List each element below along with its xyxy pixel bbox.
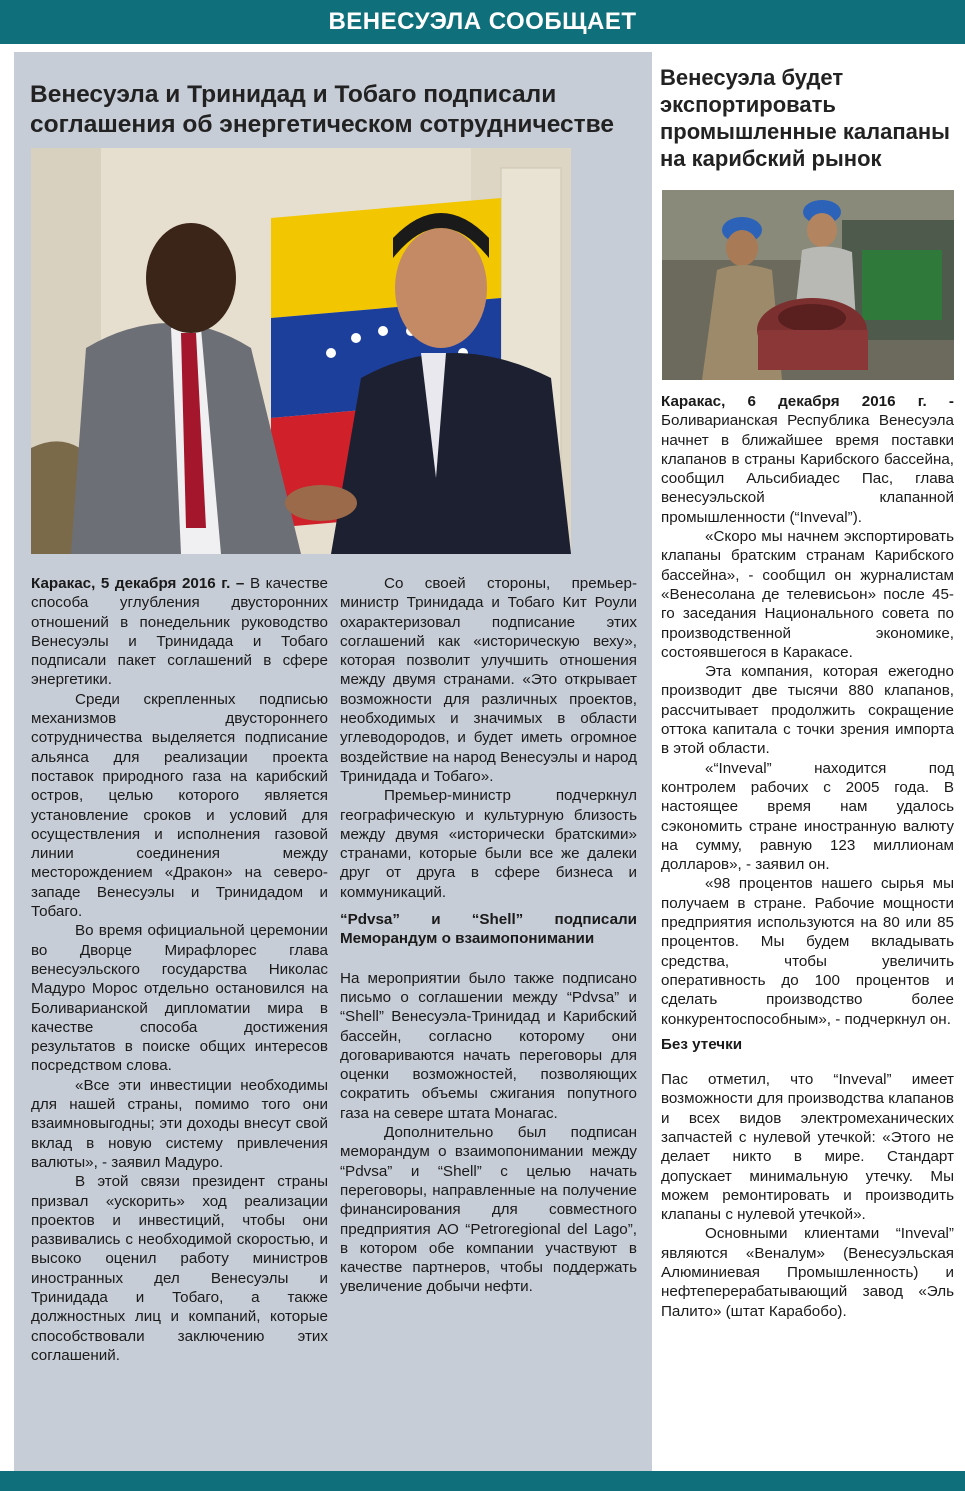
side-article-headline: Венесуэла будет экспортировать промышленные калапаны на карибский рынок	[660, 65, 950, 171]
main-article-column-1	[31, 574, 328, 1365]
paragraph: Пас отметил, что “Inveval” имеет возможности для производства клапанов и всех видов электромеханических запчастей с нулевой утечкой: «Этого не делает никто в мире. Стандарт допускает минимальную утечку. Мы можем ремонтировать и производить клапаны с нулевой утечкой».	[661, 1071, 954, 1224]
paragraph: Основными клиентами “Inveval” являются «Веналум» (Венесуэльская Алюминиевая Промышленность) и нефтеперерабатывающий завод «Эль Палито» (штат Карабобо).	[661, 1225, 954, 1320]
paragraph: Премьер-министр подчеркнул географическую и культурную близость между двумя «исторически братскими» странами, которые были все же далеки друг от друга в сфере бизнеса и коммуникаций.	[340, 787, 637, 901]
paragraph: Среди скрепленных подписью механизмов двустороннего сотрудничества выделяется подписание альянса для реализации проекта поставок природного газа на карибский остров, целью которого является установление сроков и условий для осуществления и исполнения газовой линии соединения между месторождением «Дракон» на северо-западе Венесуэлы и Тринидадом и Тобаго.	[31, 690, 328, 921]
side-article-subheading: Без утечки	[661, 1035, 743, 1053]
paragraph: В этой связи президент страны призвал «ускорить» ход реализации проектов и инвестиций, чтобы они развивались с необходимой скоростью, и высоко оценил работу министров иностранных дел Венесуэлы и Тринидада и Тобаго, а также должностных лиц и компаний, которые способствовали заключению этих соглашений.	[31, 1173, 328, 1364]
paragraph: Со своей стороны, премьер-министр Тринидада и Тобаго Кит Роули охарактеризовал подписание этих соглашений как «историческую веху», которая позволит улучшить отношения между двумя странами. «Это открывает возможности для различных проектов, необходимых и значимых в области углеводородов, и будет иметь огромное воздействие на народ Венесуэлы и народ Тринидада и Тобаго».	[340, 575, 637, 785]
paragraph: В качестве способа углубления двусторонних отношений в понедельник руководство Венесуэлы и Тринидада и Тобаго подписали пакет соглашений в сфере энергетики.	[31, 575, 328, 689]
footer-bar	[0, 1471, 965, 1491]
paragraph: «“Inveval” находится под контролем рабочих с 2005 года. В настоящее время нам удалось сэкономить стране иностранную валюту на сумму, равную 123 миллионам долларов», - заявил он.	[661, 759, 954, 874]
section-title: ВЕНЕСУЭЛА СООБЩАЕТ	[328, 8, 637, 35]
factory-photo	[662, 190, 954, 380]
paragraph: «Все эти инвестиции необходимы для нашей страны, помимо того они взаимновыгодны; эти доходы внесут свой вклад в новую систему привлечения валюты», - заявил Мадуро.	[31, 1076, 328, 1171]
main-article-headline: Венесуэла и Тринидад и Тобаго подписали соглашения об энергетическом сотрудничестве	[30, 81, 615, 138]
paragraph: Эта компания, которая ежегодно производит две тысячи 880 клапанов, рассчитывает продолжить сокращение оттока капитала с точки зрения импорта в этой области.	[661, 663, 954, 758]
paragraph: «Скоро мы начнем экспортировать клапаны братским странам Карибского бассейна», - сообщил он журналистам «Венесолана де телевисьон» после 45-го заседания Национального совета по производственной экономике, состоявшегося в Каракасе.	[661, 528, 954, 661]
paragraph: «98 процентов нашего сырья мы получаем в стране. Рабочие мощности предприятия используются на 80 или 85 процентов. Мы будем вкладывать средства, чтобы увеличить оперативность до 100 процентов и сделать производство более конкурентоспособным», - подчеркнул он.	[661, 875, 954, 1028]
main-article-dateline: Каракас, 5 декабря 2016 г. –	[31, 575, 245, 592]
main-article-column-2	[340, 574, 637, 1297]
paragraph: Дополнительно был подписан меморандум о взаимопонимании между “Pdvsa” и “Shell” с целью начать переговоры, направленные на получение финансирования для совместного предприятия АО “Petroregional del Lago”, в котором обе компании участвуют в качестве партнеров, чтобы поддержать увеличение добычи нефти.	[340, 1124, 637, 1296]
main-article-subheading: “Pdvsa” и “Shell” подписали Меморандум о взаимопонимании	[340, 911, 637, 948]
handshake-photo	[31, 148, 571, 554]
side-article-column	[661, 392, 954, 1321]
side-article-dateline: Каракас, 6 декабря 2016 г. -	[661, 393, 954, 410]
paragraph: Боливарианская Республика Венесуэла начнет в ближайшее время поставки клапанов в страны Карибского бассейна, сообщил Альсибиадес Пас, глава венесуэльской клапанной промышленности (“Inveval”).	[661, 412, 954, 526]
paragraph: На мероприятии было также подписано письмо о соглашении между “Pdvsa” и “Shell” Венесуэла-Тринидад и Карибский бассейн, согласно которому они договариваются начать переговоры для оценки возможностей, позволяющих сократить объемы сжигания попутного газа на севере штата Монагас.	[340, 969, 637, 1122]
paragraph: Во время официальной церемонии во Дворце Мирафлорес глава венесуэльского государства Николас Мадуро Морос отдельно остановился на Боливарианской дипломатии мира в качестве способа достижения результатов в поиске общих интересов посредством слова.	[31, 922, 328, 1075]
